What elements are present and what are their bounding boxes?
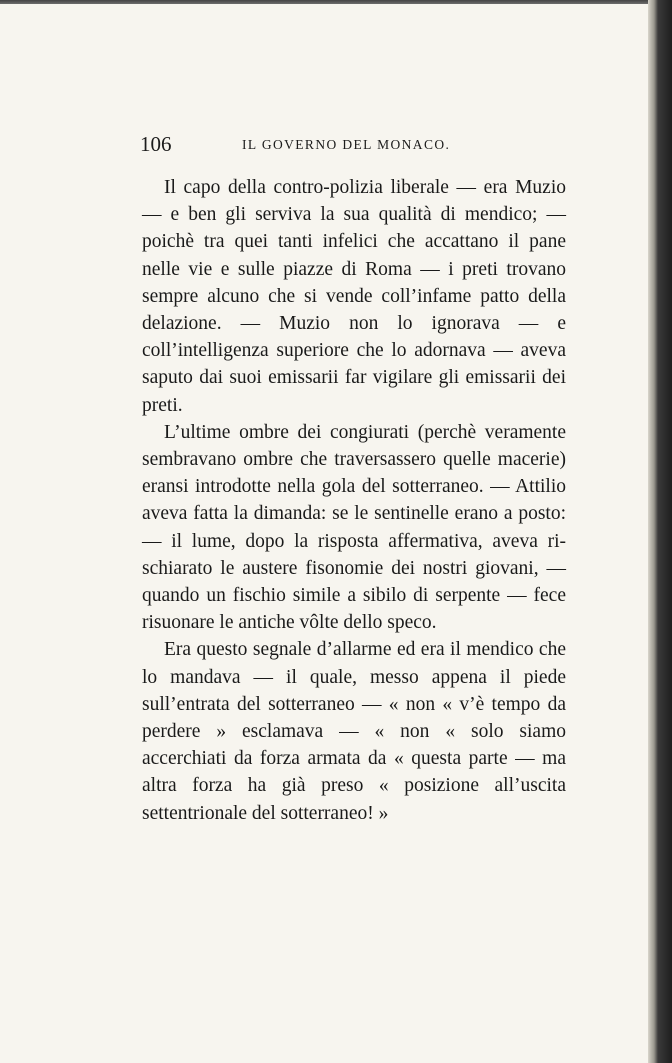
- running-head-title: IL GOVERNO DEL MONACO.: [242, 137, 451, 152]
- running-head: [140, 132, 580, 162]
- paragraph-3: Era questo segnale d’allarme ed era il mendico che lo mandava — il quale, messo appena il piede sull’entrata del sotterraneo — « non « v’è tempo da perdere » esclamava — « non « solo siamo accerchiati da forza armata da « questa parte — ma altra forza ha già preso « posizione all’uscita settentrionale del sotterraneo! »: [142, 639, 566, 824]
- page-number: 106: [140, 132, 172, 156]
- paragraph-1: Il capo della contro-polizia liberale — era Muzio — e ben gli serviva la sua qualità di mendico; — poichè tra quei tanti infelici che accattano il pane nelle vie e sulle piazze di Roma — i preti trovano sempre alcuno che si vende coll’infame patto della delazione. — Muzio non lo ignorava — e coll’intelligenza superiore che lo adornava — aveva saputo dai suoi emissarii far vigilare gli emissarii dei preti.: [142, 177, 566, 416]
- page-gutter-edge: [648, 0, 672, 1063]
- body-text: [142, 174, 566, 827]
- paragraph-2: L’ultime ombre dei congiurati (perchè veramente sembravano ombre che traversassero quelle macerie) eransi introdotte nella gola del sotterraneo. — Attilio aveva fatta la dimanda: se le sentinelle erano a posto: — il lume, dopo la risposta affermativa, aveva rischiarato le austere fisonomie dei nostri giovani, — quando un fischio simile a sibilo di serpente — fece risuonare le antiche vôlte dello speco.: [142, 421, 566, 634]
- book-page: [0, 4, 648, 1063]
